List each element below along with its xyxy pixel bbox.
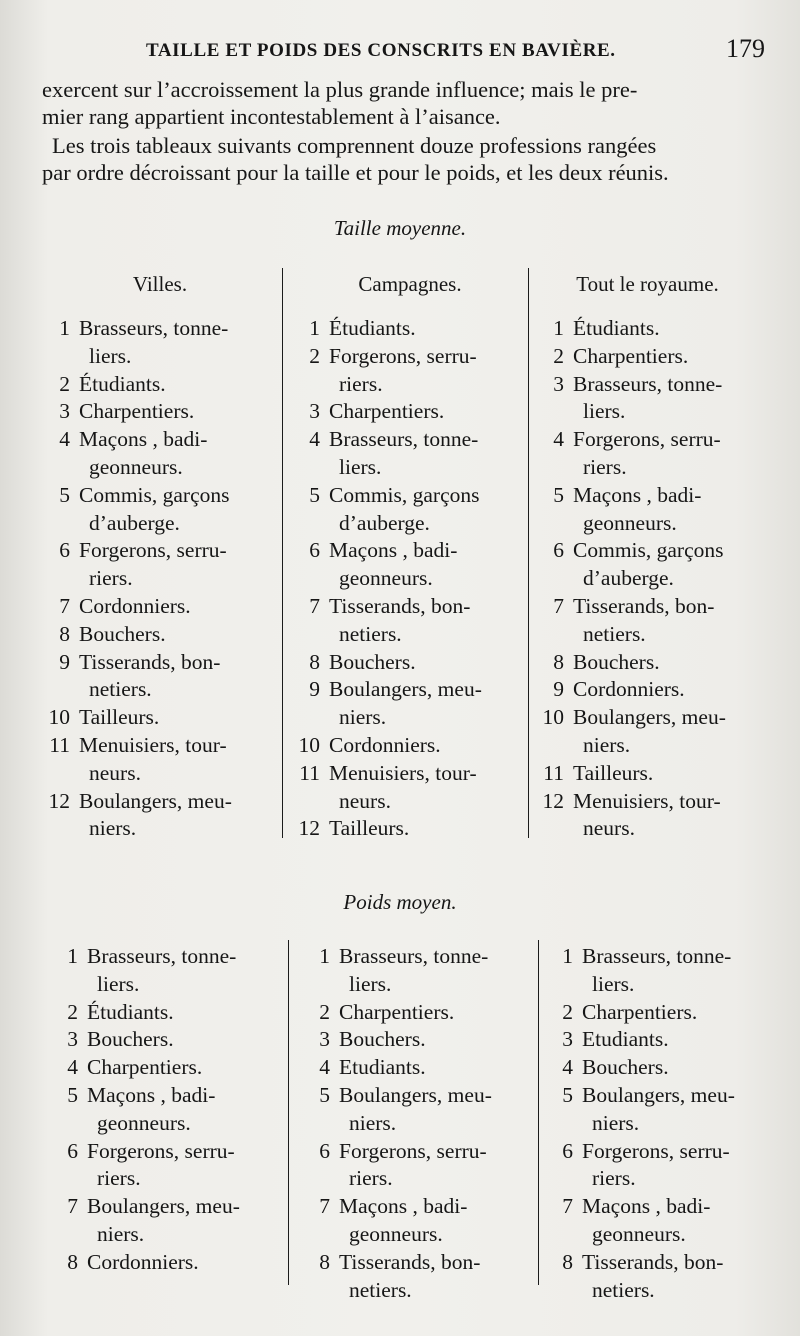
profession-text: Maçons , badi-	[87, 1083, 216, 1107]
rank-number: 8	[553, 649, 564, 674]
list-item	[42, 789, 232, 813]
list-item	[536, 483, 701, 507]
profession-text: riers.	[97, 1166, 141, 1191]
list-item	[42, 677, 152, 701]
profession-text: Brasseurs, tonne-	[87, 944, 237, 968]
list-item	[536, 566, 674, 590]
rank-number: 10	[542, 705, 564, 730]
profession-text: Bouchers.	[79, 621, 166, 646]
rank-number: 2	[59, 371, 70, 396]
list-item	[302, 944, 488, 968]
profession-text: riers.	[592, 1166, 636, 1191]
profession-text: Boulangers, meu-	[339, 1083, 492, 1107]
list-item	[545, 1111, 639, 1135]
list-item	[50, 1055, 202, 1079]
list-item	[536, 538, 724, 562]
profession-text: Étudiants.	[87, 999, 174, 1024]
list-item	[292, 622, 402, 646]
profession-text: Maçons , badi-	[339, 1194, 468, 1219]
rank-number: 9	[59, 649, 70, 674]
profession-text: geonneurs.	[592, 1222, 686, 1246]
running-title: TAILLE ET POIDS DES CONSCRITS EN BAVIÈRE.	[146, 40, 616, 61]
profession-text: Charpentiers.	[79, 399, 195, 424]
profession-text: Tisserands, bon-	[329, 594, 471, 618]
rank-number: 6	[562, 1138, 573, 1163]
profession-text: Boulangers, meu-	[329, 677, 482, 702]
rank-number: 7	[553, 594, 564, 618]
profession-text: Brasseurs, tonne-	[573, 371, 723, 396]
profession-text: Boulangers, meu-	[87, 1194, 240, 1219]
profession-text: liers.	[592, 971, 635, 996]
profession-text: Charpentiers.	[329, 399, 445, 424]
profession-text: Commis, garçons	[329, 482, 480, 507]
list-item	[536, 427, 721, 451]
list-item	[292, 455, 381, 479]
rank-number: 6	[309, 538, 320, 563]
list-item	[292, 733, 441, 757]
list-item	[536, 816, 635, 840]
list-item	[42, 455, 183, 479]
rank-number: 6	[553, 538, 564, 563]
list-item	[50, 1027, 174, 1051]
profession-text: Etudiants.	[582, 1027, 669, 1052]
column-rule	[288, 940, 289, 1285]
profession-text: Forgerons, serru-	[339, 1138, 487, 1163]
poids-section-title: Poids moyen.	[343, 890, 457, 914]
profession-text: netiers.	[339, 621, 402, 646]
rank-number: 6	[59, 538, 70, 563]
list-item	[50, 1250, 199, 1274]
list-item	[545, 1166, 636, 1190]
list-item	[42, 372, 166, 396]
list-item	[292, 511, 430, 535]
list-item	[292, 566, 433, 590]
profession-text: Brasseurs, tonne-	[582, 944, 732, 968]
list-item	[42, 427, 207, 451]
profession-text: Tailleurs.	[329, 816, 410, 841]
rank-number: 12	[298, 816, 320, 841]
list-item	[50, 1166, 141, 1190]
list-item	[302, 1055, 426, 1079]
list-item	[536, 399, 625, 423]
rank-number: 3	[553, 371, 564, 396]
list-item	[292, 650, 416, 674]
list-item	[42, 511, 180, 535]
list-item	[292, 427, 478, 451]
profession-text: Cordonniers.	[87, 1249, 199, 1274]
profession-text: Charpentiers.	[573, 343, 689, 368]
column-header-campagnes: Campagnes.	[358, 272, 462, 296]
profession-text: netiers.	[349, 1277, 412, 1302]
list-item	[42, 622, 166, 646]
list-item	[292, 789, 391, 813]
list-item	[42, 399, 194, 423]
profession-text: Menuisiers, tour-	[573, 788, 721, 813]
list-item	[545, 1194, 710, 1218]
list-item	[545, 1027, 669, 1051]
taille-section-title: Taille moyenne.	[333, 216, 467, 240]
profession-text: Forgerons, serru-	[87, 1138, 235, 1163]
profession-text: liers.	[339, 455, 382, 479]
list-item	[292, 705, 386, 729]
profession-text: Maçons , badi-	[573, 482, 702, 507]
list-item	[292, 761, 477, 785]
profession-text: Boulangers, meu-	[582, 1083, 735, 1107]
rank-number: 6	[319, 1138, 330, 1163]
list-item	[302, 1166, 393, 1190]
list-item	[536, 789, 721, 813]
list-item	[42, 705, 159, 729]
list-item	[536, 650, 660, 674]
list-item	[50, 1139, 235, 1163]
rank-number: 10	[48, 705, 70, 730]
list-item	[42, 538, 227, 562]
profession-text: Charpentiers.	[87, 1055, 203, 1080]
list-item	[292, 594, 470, 618]
rank-number: 4	[309, 427, 320, 452]
profession-text: Bouchers.	[329, 649, 416, 674]
intro-paragraph	[42, 76, 762, 186]
profession-text: Commis, garçons	[573, 538, 724, 563]
rank-number: 7	[309, 594, 320, 618]
profession-text: riers.	[339, 371, 383, 396]
profession-text: liers.	[349, 971, 392, 996]
profession-text: Tisserands, bon-	[79, 649, 221, 674]
list-item	[545, 972, 634, 996]
rank-number: 1	[319, 944, 330, 968]
profession-text: Cordonniers.	[329, 733, 441, 757]
rank-number: 2	[553, 343, 564, 368]
list-item	[302, 1250, 480, 1274]
rank-number: 1	[562, 944, 573, 968]
list-item	[50, 972, 139, 996]
list-item	[292, 483, 480, 507]
rank-number: 9	[309, 677, 320, 702]
profession-text: Forgerons, serru-	[573, 427, 721, 452]
list-item	[42, 594, 191, 618]
rank-number: 1	[553, 316, 564, 340]
list-item	[545, 944, 731, 968]
rank-number: 5	[562, 1083, 573, 1107]
profession-text: riers.	[583, 455, 627, 479]
profession-text: netiers.	[583, 621, 646, 646]
rank-number: 4	[59, 427, 70, 452]
rank-number: 7	[59, 594, 70, 618]
profession-text: niers.	[349, 1110, 397, 1135]
profession-text: netiers.	[89, 677, 152, 702]
profession-text: Tailleurs.	[79, 705, 160, 730]
list-item	[545, 1139, 730, 1163]
list-item	[302, 1194, 467, 1218]
profession-text: Charpentiers.	[339, 999, 455, 1024]
list-item	[50, 944, 236, 968]
rank-number: 3	[319, 1027, 330, 1052]
list-item	[42, 483, 230, 507]
profession-text: liers.	[97, 971, 140, 996]
profession-text: geonneurs.	[349, 1222, 443, 1246]
list-item	[42, 761, 141, 785]
list-item	[292, 399, 444, 423]
list-item	[292, 677, 482, 701]
profession-text: Forgerons, serru-	[79, 538, 227, 563]
rank-number: 11	[543, 760, 564, 785]
rank-number: 5	[309, 482, 320, 507]
rank-number: 10	[298, 733, 320, 757]
rank-number: 1	[59, 316, 70, 340]
rank-number: 3	[309, 399, 320, 424]
list-item	[42, 816, 136, 840]
profession-text: d’auberge.	[89, 510, 180, 535]
list-item	[536, 594, 714, 618]
list-item	[536, 372, 722, 396]
rank-number: 8	[562, 1249, 573, 1274]
profession-text: Bouchers.	[339, 1027, 426, 1052]
profession-text: geonneurs.	[339, 566, 433, 591]
list-item	[545, 1055, 669, 1079]
rank-number: 4	[562, 1055, 573, 1080]
rank-number: 8	[319, 1249, 330, 1274]
profession-text: geonneurs.	[97, 1110, 191, 1135]
intro-line: mier rang appartient incontestablement à l’aisance.	[42, 104, 501, 129]
list-item	[292, 316, 416, 340]
list-item	[50, 1194, 240, 1218]
list-item	[50, 1111, 191, 1135]
list-item	[42, 316, 228, 340]
list-item	[545, 1222, 686, 1246]
rank-number: 5	[67, 1083, 78, 1107]
profession-text: Tailleurs.	[573, 760, 654, 785]
profession-text: Brasseurs, tonne-	[339, 944, 489, 968]
column-header-villes: Villes.	[132, 272, 188, 296]
profession-text: Bouchers.	[582, 1055, 669, 1080]
profession-text: Tisserands, bon-	[573, 594, 715, 618]
rank-number: 1	[67, 944, 78, 968]
profession-text: d’auberge.	[583, 566, 674, 591]
profession-text: Brasseurs, tonne-	[79, 316, 229, 340]
column-rule	[528, 268, 529, 838]
rank-number: 7	[67, 1194, 78, 1219]
rank-number: 4	[319, 1055, 330, 1080]
profession-text: Boulangers, meu-	[79, 788, 232, 813]
rank-number: 7	[319, 1194, 330, 1219]
list-item	[42, 566, 133, 590]
rank-number: 8	[59, 621, 70, 646]
profession-text: Maçons , badi-	[329, 538, 458, 563]
list-item	[302, 1083, 492, 1107]
profession-text: Étudiants.	[573, 316, 660, 340]
profession-text: riers.	[349, 1166, 393, 1191]
list-item	[50, 1000, 174, 1024]
rank-number: 8	[67, 1249, 78, 1274]
profession-text: geonneurs.	[583, 510, 677, 535]
list-item	[42, 344, 131, 368]
profession-text: neurs.	[89, 760, 141, 785]
list-item	[536, 511, 677, 535]
rank-number: 12	[542, 788, 564, 813]
profession-text: Forgerons, serru-	[582, 1138, 730, 1163]
list-item	[545, 1278, 655, 1302]
rank-number: 5	[59, 482, 70, 507]
list-item	[292, 816, 409, 840]
profession-text: niers.	[97, 1222, 145, 1246]
profession-text: geonneurs.	[89, 455, 183, 479]
list-item	[50, 1222, 144, 1246]
rank-number: 5	[553, 482, 564, 507]
rank-number: 9	[553, 677, 564, 702]
column-header-royaume: Tout le royaume.	[576, 272, 719, 296]
rank-number: 2	[67, 999, 78, 1024]
rank-number: 2	[562, 999, 573, 1024]
profession-text: Tisserands, bon-	[582, 1249, 724, 1274]
list-item	[292, 344, 477, 368]
list-item	[302, 972, 391, 996]
profession-text: Étudiants.	[329, 316, 416, 340]
list-item	[536, 622, 646, 646]
profession-text: Menuisiers, tour-	[79, 733, 227, 757]
rank-number: 3	[67, 1027, 78, 1052]
list-item	[545, 1250, 723, 1274]
list-item	[42, 650, 220, 674]
list-item	[42, 733, 227, 757]
rank-number: 11	[299, 760, 320, 785]
list-item	[292, 538, 457, 562]
column-rule	[538, 940, 539, 1285]
profession-text: Tisserands, bon-	[339, 1249, 481, 1274]
column-rule	[282, 268, 283, 838]
profession-text: Cordonniers.	[573, 677, 685, 702]
profession-text: Bouchers.	[87, 1027, 174, 1052]
profession-text: Bouchers.	[573, 649, 660, 674]
rank-number: 2	[309, 343, 320, 368]
profession-text: d’auberge.	[339, 510, 430, 535]
rank-number: 7	[562, 1194, 573, 1219]
list-item	[536, 705, 726, 729]
rank-number: 2	[319, 999, 330, 1024]
profession-text: Brasseurs, tonne-	[329, 427, 479, 452]
profession-text: neurs.	[583, 816, 635, 841]
rank-number: 5	[319, 1083, 330, 1107]
profession-text: Boulangers, meu-	[573, 705, 726, 730]
rank-number: 3	[59, 399, 70, 424]
rank-number: 6	[67, 1138, 78, 1163]
rank-number: 8	[309, 649, 320, 674]
list-item	[302, 1000, 454, 1024]
rank-number: 4	[553, 427, 564, 452]
list-item	[302, 1111, 396, 1135]
intro-line: par ordre décroissant pour la taille et pour le poids, et les deux réunis.	[42, 160, 669, 185]
profession-text: niers.	[583, 733, 631, 757]
profession-text: Menuisiers, tour-	[329, 760, 477, 785]
profession-text: Maçons , badi-	[79, 427, 208, 452]
profession-text: niers.	[89, 816, 137, 841]
list-item	[545, 1083, 735, 1107]
profession-text: neurs.	[339, 788, 391, 813]
page-number: 179	[726, 34, 765, 63]
intro-line: Les trois tableaux suivants comprennent douze professions rangées	[52, 133, 657, 158]
list-item	[536, 733, 630, 757]
list-item	[302, 1278, 412, 1302]
rank-number: 3	[562, 1027, 573, 1052]
list-item	[545, 1000, 697, 1024]
profession-text: Maçons , badi-	[582, 1194, 711, 1219]
profession-text: liers.	[583, 399, 626, 424]
profession-text: niers.	[592, 1110, 640, 1135]
profession-text: liers.	[89, 343, 132, 368]
list-item	[302, 1139, 487, 1163]
profession-text: Cordonniers.	[79, 594, 191, 618]
list-item	[536, 344, 688, 368]
list-item	[292, 372, 383, 396]
list-item	[536, 761, 653, 785]
intro-line: exercent sur l’accroissement la plus grande influence; mais le pre-	[42, 77, 638, 102]
list-item	[536, 455, 627, 479]
list-item	[302, 1222, 443, 1246]
list-item	[302, 1027, 426, 1051]
rank-number: 12	[48, 788, 70, 813]
profession-text: netiers.	[592, 1277, 655, 1302]
list-item	[536, 316, 660, 340]
profession-text: niers.	[339, 705, 387, 730]
profession-text: Forgerons, serru-	[329, 343, 477, 368]
profession-text: Commis, garçons	[79, 482, 230, 507]
rank-number: 4	[67, 1055, 78, 1080]
page-header	[40, 34, 765, 68]
rank-number: 11	[49, 733, 70, 757]
list-item	[50, 1083, 215, 1107]
profession-text: riers.	[89, 566, 133, 591]
profession-text: Etudiants.	[339, 1055, 426, 1080]
rank-number: 1	[309, 316, 320, 340]
list-item	[536, 677, 685, 701]
profession-text: Charpentiers.	[582, 999, 698, 1024]
profession-text: Étudiants.	[79, 371, 166, 396]
